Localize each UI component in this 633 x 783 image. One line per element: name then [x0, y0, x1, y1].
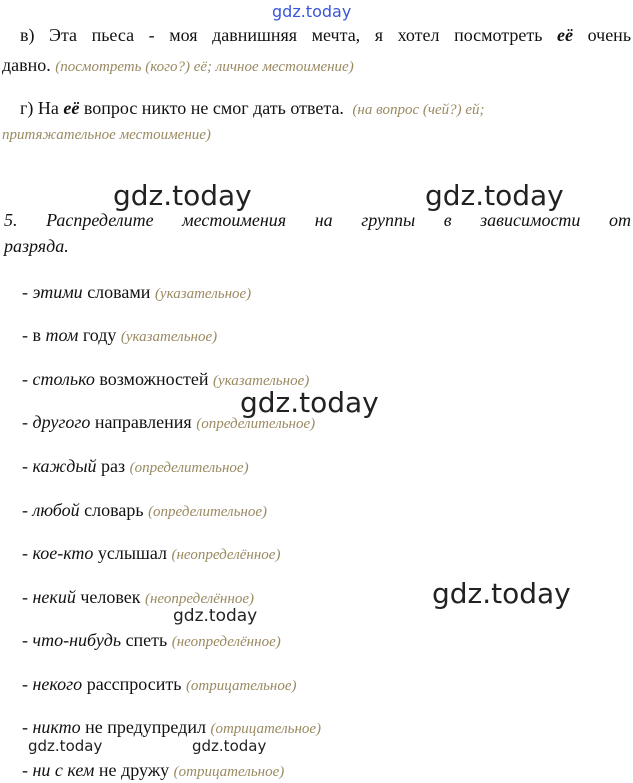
annotation: (отрицательное) — [210, 721, 322, 737]
list-item — [22, 542, 280, 566]
watermark-top: gdz.today — [272, 2, 352, 21]
pronoun: ни с кем — [32, 760, 95, 780]
pronoun: каждый — [32, 456, 97, 476]
word: словами — [87, 282, 151, 302]
dash: - — [22, 282, 28, 302]
annotation: (отрицательное) — [173, 764, 285, 780]
dash: - в — [22, 325, 41, 345]
pronoun: этими — [32, 282, 83, 302]
annotation: (неопределённое) — [145, 591, 254, 607]
paragraph-v-line2 — [2, 54, 633, 78]
pronoun: некий — [32, 587, 76, 607]
dash: - — [22, 369, 28, 389]
annotation: (неопределённое) — [171, 634, 281, 650]
watermark: gdz.today — [240, 386, 379, 419]
word: не дружу — [98, 760, 170, 780]
list-item — [22, 586, 254, 610]
annotation: (определительное) — [196, 416, 316, 432]
list-item — [22, 673, 297, 697]
watermark: gdz.today — [425, 179, 564, 212]
annotation: (посмотреть (кого?) её; личное местоимение) — [55, 59, 354, 75]
dash: - — [22, 674, 28, 694]
pronoun: никто — [32, 717, 81, 737]
list-item — [22, 716, 321, 740]
pronoun: её — [63, 98, 80, 118]
annotation: притяжательное местоимение) — [2, 127, 211, 143]
list-item — [22, 281, 251, 305]
dash: - — [22, 456, 28, 476]
annotation: (указательное) — [213, 373, 310, 389]
annotation: (указательное) — [120, 329, 218, 345]
watermark: gdz.today — [28, 737, 103, 755]
watermark: gdz.today — [192, 737, 267, 755]
word: году — [82, 325, 117, 345]
annotation: (определительное) — [148, 504, 268, 520]
word: не предупредил — [85, 717, 206, 737]
pronoun: кое-кто — [32, 543, 94, 563]
pronoun: другого — [32, 412, 91, 432]
task-title-line1: 5. Распределите местоимения на группы в зависимости от — [4, 210, 631, 230]
word: раз — [101, 456, 126, 476]
paragraph-g-line2 — [2, 122, 633, 146]
text: г) На — [20, 98, 59, 118]
pronoun: том — [45, 325, 79, 345]
watermark: gdz.today — [432, 577, 571, 610]
watermark: gdz.today — [173, 606, 258, 626]
annotation: (на вопрос (чей?) ей; — [352, 102, 485, 118]
text: вопрос никто не смог дать ответа. — [83, 98, 344, 118]
pronoun: любой — [32, 500, 80, 520]
word: услышал — [97, 543, 167, 563]
watermark: gdz.today — [113, 179, 252, 212]
dash: - — [22, 500, 28, 520]
dash: - — [22, 760, 28, 780]
word: расспросить — [86, 674, 182, 694]
pronoun: некого — [32, 674, 83, 694]
text: очень — [587, 25, 632, 45]
word: человек — [80, 587, 141, 607]
pronoun: что-нибудь — [32, 630, 122, 650]
dash: - — [22, 717, 28, 737]
paragraph-g-line1 — [20, 97, 633, 121]
list-item — [22, 455, 249, 479]
annotation: (неопределённое) — [171, 547, 281, 563]
dash: - — [22, 630, 28, 650]
pronoun: её — [557, 25, 574, 45]
annotation: (указательное) — [154, 286, 252, 302]
pronoun: столько — [32, 369, 95, 389]
word: возможностей — [99, 369, 209, 389]
paragraph-v-line1 — [20, 24, 631, 46]
list-item — [22, 629, 281, 653]
word: направления — [94, 412, 192, 432]
word: спеть — [125, 630, 168, 650]
word: словарь — [84, 500, 144, 520]
task-title-line2: разряда. — [4, 236, 69, 256]
dash: - — [22, 543, 28, 563]
text: давно. — [2, 55, 51, 75]
text: в) Эта пьеса - моя давнишняя мечта, я хотел посмотреть — [20, 25, 543, 45]
dash: - — [22, 412, 28, 432]
list-item — [22, 499, 267, 523]
list-item — [22, 411, 315, 435]
dash: - — [22, 587, 28, 607]
annotation: (отрицательное) — [185, 678, 297, 694]
list-item — [22, 759, 284, 783]
list-item — [22, 368, 309, 392]
annotation: (определительное) — [129, 460, 249, 476]
list-item — [22, 324, 217, 348]
